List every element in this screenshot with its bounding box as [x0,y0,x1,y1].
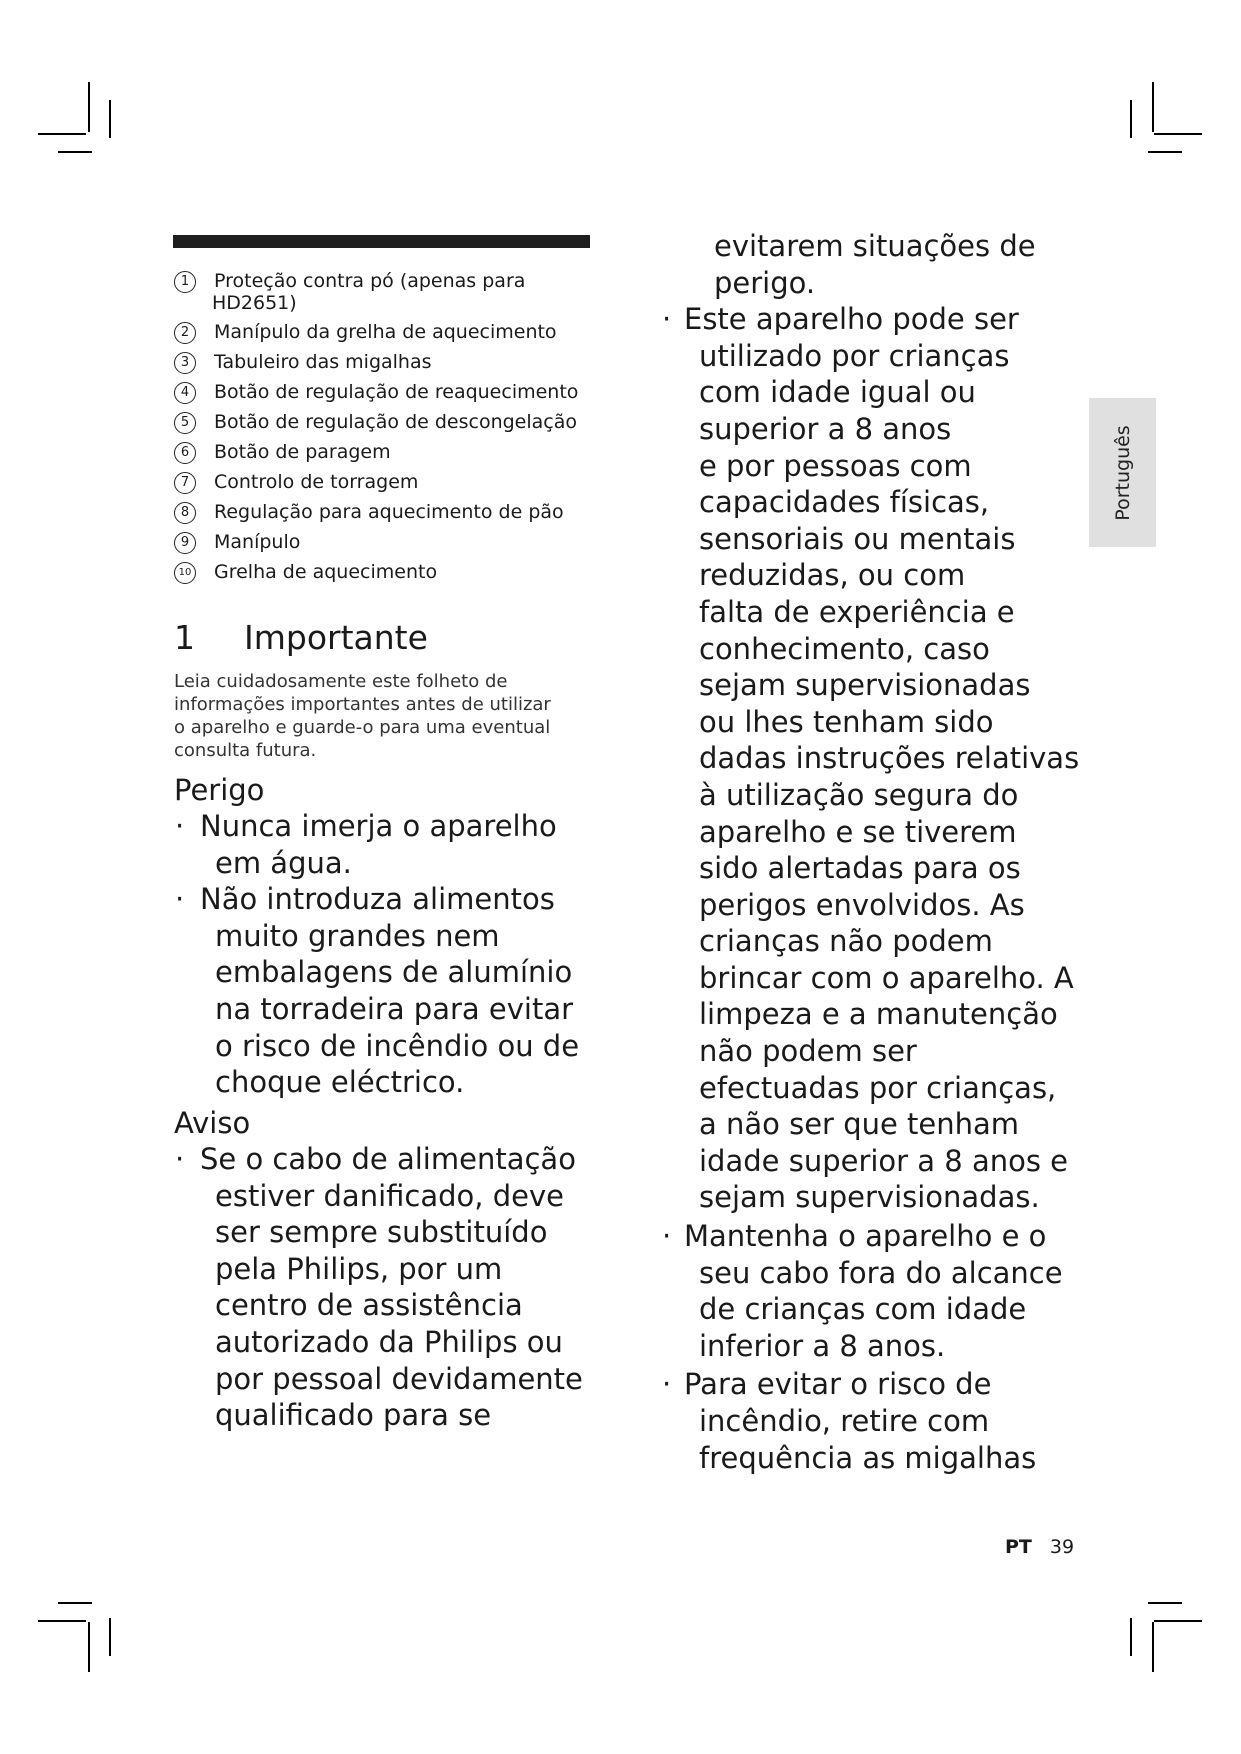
bullet-line: frequência as migalhas [699,1440,1037,1475]
bullet-line: o risco de incêndio ou de [215,1028,580,1063]
part-label [214,561,604,583]
bullet-line: Mantenha o aparelho e o [684,1219,1047,1254]
bullet-item [662,1366,1099,1476]
part-number-badge: 2 [174,322,196,344]
bullet-item [175,1141,600,1434]
bullet-line: autorizado da Philips ou [215,1324,563,1359]
page-footer [1005,1536,1074,1558]
bullet-item [662,301,1099,1216]
bullet-line: a não ser que tenham [699,1107,1020,1142]
part-label [214,531,604,553]
perigo-heading: Perigo [174,773,265,807]
section-title: Importante [244,618,428,657]
crop-mark [38,133,86,135]
crop-mark [1130,1618,1132,1656]
part-label [214,321,604,343]
crop-mark [38,1620,86,1622]
crop-mark [1148,151,1182,153]
bullet-line: falta de experiência e [699,594,1015,629]
part-number-badge: 8 [174,502,196,524]
bullet-line: Nunca imerja o aparelho [200,809,557,843]
language-tab [1089,398,1156,547]
bullet-line: crianças não podem [699,924,993,959]
bullet-line: choque eléctrico. [215,1065,465,1100]
part-number-badge: 3 [174,352,196,374]
part-label-line: Botão de paragem [214,441,391,463]
bullet-line: conhecimento, caso [699,631,990,666]
part-item [174,351,604,374]
part-label-line: HD2651) [212,292,297,314]
crop-mark [88,1622,90,1672]
part-item [174,531,604,554]
bullet-line: à utilização segura do [699,777,1019,812]
crop-mark [109,1618,111,1656]
crop-mark [1152,82,1154,132]
crop-mark [1154,133,1202,135]
part-label-line: Botão de regulação de reaquecimento [214,381,579,403]
bullet-line: reduzidas, ou com [699,558,966,593]
part-label [214,471,604,493]
bullet-line: ser sempre substituído [215,1215,548,1250]
bullet-line: sejam supervisionadas. [699,1180,1040,1215]
perigo-list [175,808,600,1101]
bullet-line: incêndio, retire com [699,1404,990,1438]
part-item [174,501,604,524]
crop-mark [88,82,90,132]
bullet-line: efectuadas por crianças, [699,1070,1057,1105]
part-label-line: Tabuleiro das migalhas [214,351,432,373]
part-label-line: Manípulo da grelha de aquecimento [214,321,557,343]
bullet-line: centro de assistência [215,1288,523,1323]
bullet-marker: · [662,1219,672,1254]
crop-mark [58,151,92,153]
bullet-line: capacidades físicas, [699,485,990,520]
bullet-line: pela Philips, por um [215,1251,503,1286]
crop-mark [1152,1622,1154,1672]
bullet-line: muito grandes nem [215,918,500,953]
part-label [214,501,604,523]
intro-line: Leia cuidadosamente este folheto de [174,671,508,692]
page-number: 39 [1049,1536,1075,1558]
crop-mark [109,100,111,138]
part-label [214,411,604,433]
bullet-marker: · [662,302,672,337]
part-number-badge: 6 [174,442,196,464]
bullet-line: de crianças com idade [699,1292,1027,1327]
parts-list [174,270,604,591]
crop-mark [1154,1620,1202,1622]
part-number-badge: 5 [174,412,196,434]
part-item [174,321,604,344]
part-item [174,561,604,584]
bullet-line: e por pessoas com [699,448,972,483]
bullet-line: não podem ser [699,1034,917,1069]
part-label-line: Manípulo [214,531,301,553]
bullet-item [662,1218,1099,1364]
part-number-badge: 10 [174,562,196,584]
bullet-line: com idade igual ou [699,375,976,410]
bullet-item [175,808,600,881]
part-label [214,441,604,463]
right-list [662,301,1099,1476]
bullet-marker: · [175,809,185,843]
part-number-badge: 1 [174,271,196,293]
part-label [214,270,604,314]
part-item [174,381,604,404]
lead-line: perigo. [714,265,816,300]
part-label-line: Controlo de torragem [214,471,419,493]
crop-mark [1148,1602,1182,1604]
bullet-line: brincar com o aparelho. A [699,960,1074,995]
bullet-line: idade superior a 8 anos e [699,1143,1069,1178]
bullet-line: Para evitar o risco de [684,1367,992,1402]
part-item [174,441,604,464]
part-number-badge: 4 [174,382,196,404]
footer-language-code: PT [1005,1536,1032,1558]
bullet-line: seu cabo fora do alcance [699,1255,1063,1290]
bullet-line: Se o cabo de alimentação [200,1142,576,1176]
part-label-line: Regulação para aquecimento de pão [214,501,564,523]
bullet-line: sejam supervisionadas [699,668,1031,703]
bullet-line: sido alertadas para os [699,851,1021,886]
right-lead-text [699,228,1099,301]
bullet-line: inferior a 8 anos. [699,1328,946,1363]
bullet-line: sensoriais ou mentais [699,521,1016,556]
bullet-line: utilizado por crianças [699,338,1010,373]
part-number-badge: 9 [174,532,196,554]
intro-line: consulta futura. [174,740,317,761]
bullet-item [175,881,600,1101]
bullet-marker: · [175,1142,185,1176]
bullet-marker: · [662,1367,672,1402]
bullet-line: limpeza e a manutenção [699,997,1058,1032]
bullet-line: Este aparelho pode ser [684,302,1019,337]
bullet-line: ou lhes tenham sido [699,704,994,739]
part-item [174,471,604,494]
crop-mark [1130,100,1132,138]
aviso-list [175,1141,600,1434]
lead-line: evitarem situações de [714,229,1036,263]
bullet-line: em água. [215,845,352,880]
part-label-line: Botão de regulação de descongelação [214,411,578,433]
part-number-badge: 7 [174,472,196,494]
part-item [174,411,604,434]
section-divider-bar [173,235,590,248]
part-label [214,351,604,373]
bullet-line: dadas instruções relativas [699,741,1080,776]
aviso-heading: Aviso [174,1106,251,1140]
bullet-line: embalagens de alumínio [215,955,573,990]
intro-line: o aparelho e guarde-o para uma eventual [174,717,551,738]
bullet-line: perigos envolvidos. As [699,887,1025,922]
language-tab-label: Português [1111,424,1134,521]
section-number: 1 [174,618,195,657]
part-label-line: Proteção contra pó (apenas para [214,270,526,292]
bullet-line: aparelho e se tiverem [699,814,1017,849]
part-item [174,270,604,314]
right-column [662,228,1099,1476]
bullet-marker: · [175,882,185,917]
bullet-line: qualificado para se [215,1398,492,1433]
intro-paragraph [174,670,594,762]
crop-mark [58,1602,92,1604]
part-label-line: Grelha de aquecimento [214,561,438,583]
bullet-line: estiver danificado, deve [215,1178,564,1213]
bullet-line: superior a 8 anos [699,411,952,446]
bullet-line: Não introduza alimentos [200,882,555,917]
bullet-line: na torradeira para evitar [215,991,574,1026]
bullet-line: por pessoal devidamente [215,1361,583,1396]
intro-line: informações importantes antes de utilizar [174,694,551,715]
part-label [214,381,604,403]
